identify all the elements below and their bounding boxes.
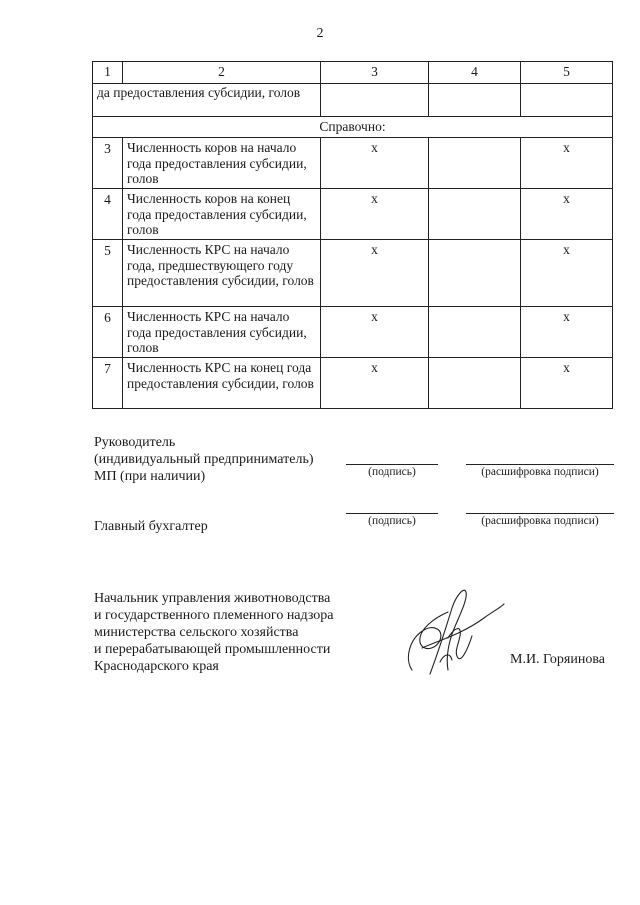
row-col4 xyxy=(429,138,521,189)
row-name: Численность КРС на конец года предоставления субсидии, голов xyxy=(123,358,321,409)
accountant-signature-labels xyxy=(94,518,208,535)
row-col5: x xyxy=(521,358,613,409)
approver-name: М.И. Горяинова xyxy=(510,652,605,667)
page-number: 2 xyxy=(316,26,324,41)
reference-label: Справочно: xyxy=(93,117,613,138)
header-cell: 4 xyxy=(429,62,521,84)
row-col4 xyxy=(429,358,521,409)
approver-line: и государственного племенного надзора xyxy=(94,608,334,623)
subsidy-table xyxy=(92,61,613,409)
table-row xyxy=(93,138,613,189)
continuation-text: да предоставления субсидии, голов xyxy=(93,84,321,117)
stamp-note: МП (при наличии) xyxy=(94,469,206,484)
header-cell: 2 xyxy=(123,62,321,84)
table-row xyxy=(93,240,613,307)
table-cell xyxy=(429,84,521,117)
header-cell: 5 xyxy=(521,62,613,84)
head-signature-labels xyxy=(94,434,314,485)
approver-line: Краснодарского края xyxy=(94,659,219,674)
head-transcript-line xyxy=(466,464,614,465)
table-row xyxy=(93,358,613,409)
head-title: Руководитель xyxy=(94,435,176,450)
row-name: Численность коров на конец года предоставления субсидии, голов xyxy=(123,189,321,240)
row-col4 xyxy=(429,189,521,240)
approver-position xyxy=(94,590,333,675)
approver-line: Начальник управления животноводства xyxy=(94,591,331,606)
header-cell: 1 xyxy=(93,62,123,84)
head-signature-line xyxy=(346,464,438,465)
approver-line: министерства сельского хозяйства xyxy=(94,625,299,640)
row-number: 7 xyxy=(93,358,123,409)
header-cell: 3 xyxy=(321,62,429,84)
table-cell xyxy=(321,84,429,117)
accountant-signature-line xyxy=(346,513,438,514)
head-transcript-caption: (расшифровка подписи) xyxy=(481,466,599,478)
head-signature-caption: (подпись) xyxy=(368,466,416,478)
row-number: 6 xyxy=(93,307,123,358)
row-name: Численность коров на начало года предоставления субсидии, голов xyxy=(123,138,321,189)
continuation-row xyxy=(93,84,613,117)
accountant-signature-caption: (подпись) xyxy=(368,515,416,527)
approver-line: и перерабатывающей промышленности xyxy=(94,642,331,657)
row-name: Численность КРС на начало года, предшествующего году предоставления субсидии, голов xyxy=(123,240,321,307)
row-col5: x xyxy=(521,307,613,358)
row-name: Численность КРС на начало года предоставления субсидии, голов xyxy=(123,307,321,358)
row-col4 xyxy=(429,307,521,358)
table-header-row xyxy=(93,62,613,84)
row-col3: x xyxy=(321,189,429,240)
row-col5: x xyxy=(521,189,613,240)
row-number: 3 xyxy=(93,138,123,189)
reference-row xyxy=(93,117,613,138)
head-subtitle: (индивидуальный предприниматель) xyxy=(94,452,314,467)
row-number: 4 xyxy=(93,189,123,240)
row-col3: x xyxy=(321,307,429,358)
accountant-transcript-caption: (расшифровка подписи) xyxy=(481,515,599,527)
accountant-title: Главный бухгалтер xyxy=(94,519,208,534)
accountant-transcript-line xyxy=(466,513,614,514)
row-col5: x xyxy=(521,240,613,307)
row-number: 5 xyxy=(93,240,123,307)
table-row xyxy=(93,307,613,358)
row-col3: x xyxy=(321,358,429,409)
table-row xyxy=(93,189,613,240)
table-cell xyxy=(521,84,613,117)
row-col3: x xyxy=(321,240,429,307)
handwritten-signature-icon xyxy=(400,578,510,688)
row-col4 xyxy=(429,240,521,307)
row-col3: x xyxy=(321,138,429,189)
row-col5: x xyxy=(521,138,613,189)
